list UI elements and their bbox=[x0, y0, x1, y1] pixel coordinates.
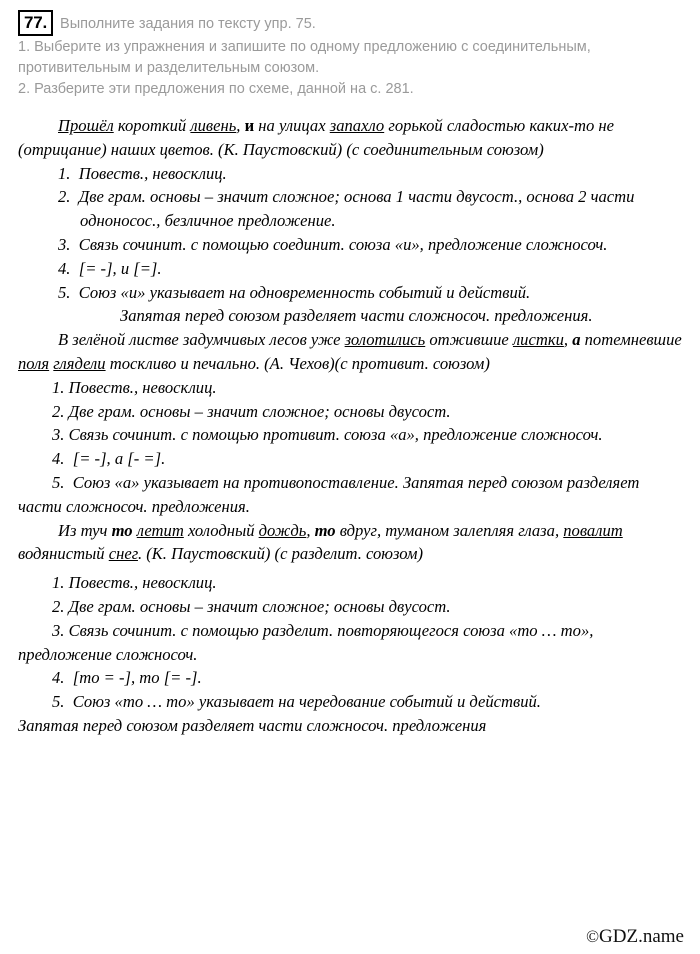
analysis-item bbox=[18, 162, 682, 186]
item-text-continuation: Запятая перед союзом разделяет части сложносоч. предложения bbox=[18, 715, 487, 735]
analysis-item bbox=[18, 619, 682, 667]
item-number: 4. bbox=[52, 449, 65, 469]
analysis-list-3 bbox=[18, 571, 682, 738]
item-text: Повеств., невосклиц. bbox=[78, 163, 227, 183]
sentence-schema: [то = -], то [= -]. bbox=[72, 668, 202, 688]
analysis-list-2 bbox=[18, 376, 682, 519]
analysis-item bbox=[18, 666, 682, 690]
sentence-schema: [= -], а [- =]. bbox=[72, 449, 166, 469]
item-text: Две грам. основы – значит сложное; основа 1 части двусост., основа 2 части одноносос., безличное предложение. bbox=[78, 187, 635, 231]
example-sentence-3 bbox=[18, 519, 682, 567]
item-number: 3. bbox=[52, 620, 65, 640]
item-text: Союз «а» указывает на противопоставление. Запятая перед союзом разделяет части сложносоч. предложения. bbox=[18, 472, 640, 516]
example-sentence-2 bbox=[18, 328, 682, 376]
underlined-word: поля bbox=[18, 353, 50, 373]
underlined-word: листки bbox=[512, 330, 564, 350]
conjunction-highlight: то bbox=[111, 520, 133, 540]
analysis-item bbox=[18, 281, 682, 329]
conjunction-highlight: то bbox=[314, 520, 336, 540]
analysis-item bbox=[18, 471, 682, 519]
exercise-number-box: 77. bbox=[18, 10, 53, 36]
analysis-item bbox=[18, 595, 682, 619]
item-number: 2. bbox=[58, 187, 71, 207]
item-text: Союз «то … то» указывает на чередование событий и действий. bbox=[72, 692, 541, 712]
item-text-continuation: Запятая перед союзом разделяет части сложносоч. предложения. bbox=[120, 306, 593, 326]
sentence-text: , bbox=[563, 330, 573, 350]
item-number: 2. bbox=[52, 596, 65, 616]
sentence-text: тоскливо и печально. (А. Чехов)(с противит. союзом) bbox=[105, 353, 490, 373]
sentence-text: , bbox=[306, 520, 315, 540]
item-text: Связь сочинит. с помощью соединит. союза «и», предложение сложносоч. bbox=[78, 234, 608, 254]
item-number: 5. bbox=[58, 282, 71, 302]
underlined-word: запахло bbox=[329, 116, 385, 135]
underlined-word: снег bbox=[108, 544, 138, 564]
item-text: Связь сочинит. с помощью разделит. повторяющегося союза «то … то», предложение сложносоч. bbox=[18, 620, 594, 664]
conjunction-highlight: а bbox=[572, 330, 581, 350]
item-number: 4. bbox=[52, 668, 65, 688]
task-header-first-line bbox=[18, 10, 682, 36]
item-number: 1. bbox=[58, 163, 71, 183]
sentence-text: горькой сладостью каких-то не (отрицание) наших цветов. (К. Паустовский) (с соединительным союзом) bbox=[18, 116, 615, 159]
watermark bbox=[586, 927, 684, 946]
analysis-item bbox=[18, 257, 682, 281]
analysis-item bbox=[18, 423, 682, 447]
analysis-block-2 bbox=[18, 328, 682, 518]
example-sentence-1 bbox=[18, 114, 682, 162]
exercise-intro-text: Выполните задания по тексту упр. 75. bbox=[60, 16, 316, 32]
task-item-1: 1. Выберите из упражнения и запишите по одному предложению с соединительным, противительным и разделительным союзом. bbox=[18, 39, 591, 76]
sentence-text: отжившие bbox=[425, 330, 513, 350]
item-text: Две грам. основы – значит сложное; основы двусост. bbox=[68, 401, 451, 421]
item-number: 4. bbox=[58, 258, 71, 278]
underlined-word: Прошёл bbox=[58, 116, 114, 135]
sentence-text: на улицах bbox=[254, 116, 330, 135]
item-number: 5. bbox=[52, 692, 65, 712]
sentence-text: В зелёной листве задумчивых лесов уже bbox=[58, 330, 345, 350]
sentence-text: вдруг, туманом залепляя глаза, bbox=[335, 520, 564, 540]
item-text: Связь сочинит. с помощью противит. союза «а», предложение сложносоч. bbox=[68, 425, 603, 445]
item-number: 3. bbox=[52, 425, 65, 445]
sentence-text: . (К. Паустовский) (с разделит. союзом) bbox=[137, 544, 423, 564]
sentence-text: водянистый bbox=[18, 544, 109, 564]
item-text: Союз «и» указывает на одновременность событий и действий. bbox=[78, 282, 531, 302]
exercise-body bbox=[18, 114, 682, 738]
analysis-list-1 bbox=[18, 162, 682, 329]
sentence-text: Из туч bbox=[58, 520, 112, 540]
underlined-word: летит bbox=[136, 520, 184, 540]
item-number: 2. bbox=[52, 401, 65, 421]
task-item-2: 2. Разберите эти предложения по схеме, данной на с. 281. bbox=[18, 81, 414, 97]
analysis-item bbox=[18, 376, 682, 400]
underlined-word: ливень bbox=[190, 116, 237, 135]
item-text: Повеств., невосклиц. bbox=[68, 573, 217, 593]
analysis-item bbox=[18, 690, 682, 738]
analysis-item bbox=[18, 447, 682, 471]
copyright-icon: © bbox=[586, 927, 600, 946]
item-number: 3. bbox=[58, 234, 71, 254]
analysis-item bbox=[18, 400, 682, 424]
analysis-block-3 bbox=[18, 519, 682, 738]
item-number: 1. bbox=[52, 377, 65, 397]
sentence-text: холодный bbox=[183, 520, 259, 540]
item-text: Две грам. основы – значит сложное; основы двусост. bbox=[68, 596, 451, 616]
sentence-text: короткий bbox=[113, 116, 191, 135]
underlined-word: глядели bbox=[53, 353, 106, 373]
sentence-schema: [= -], и [=]. bbox=[78, 258, 162, 278]
item-number: 5. bbox=[52, 472, 65, 492]
sentence-text: , bbox=[236, 116, 245, 135]
analysis-item bbox=[18, 233, 682, 257]
item-text: Повеств., невосклиц. bbox=[68, 377, 217, 397]
item-number: 1. bbox=[52, 573, 65, 593]
conjunction-highlight: и bbox=[244, 116, 255, 135]
underlined-word: дождь bbox=[258, 520, 307, 540]
analysis-item bbox=[18, 571, 682, 595]
analysis-block-1 bbox=[18, 114, 682, 328]
sentence-text: потемневшие bbox=[580, 330, 682, 350]
analysis-item bbox=[18, 185, 682, 233]
underlined-word: повалит bbox=[563, 520, 623, 540]
underlined-word: золотились bbox=[344, 330, 426, 350]
watermark-text: GDZ.name bbox=[599, 926, 684, 947]
task-header bbox=[18, 10, 682, 100]
